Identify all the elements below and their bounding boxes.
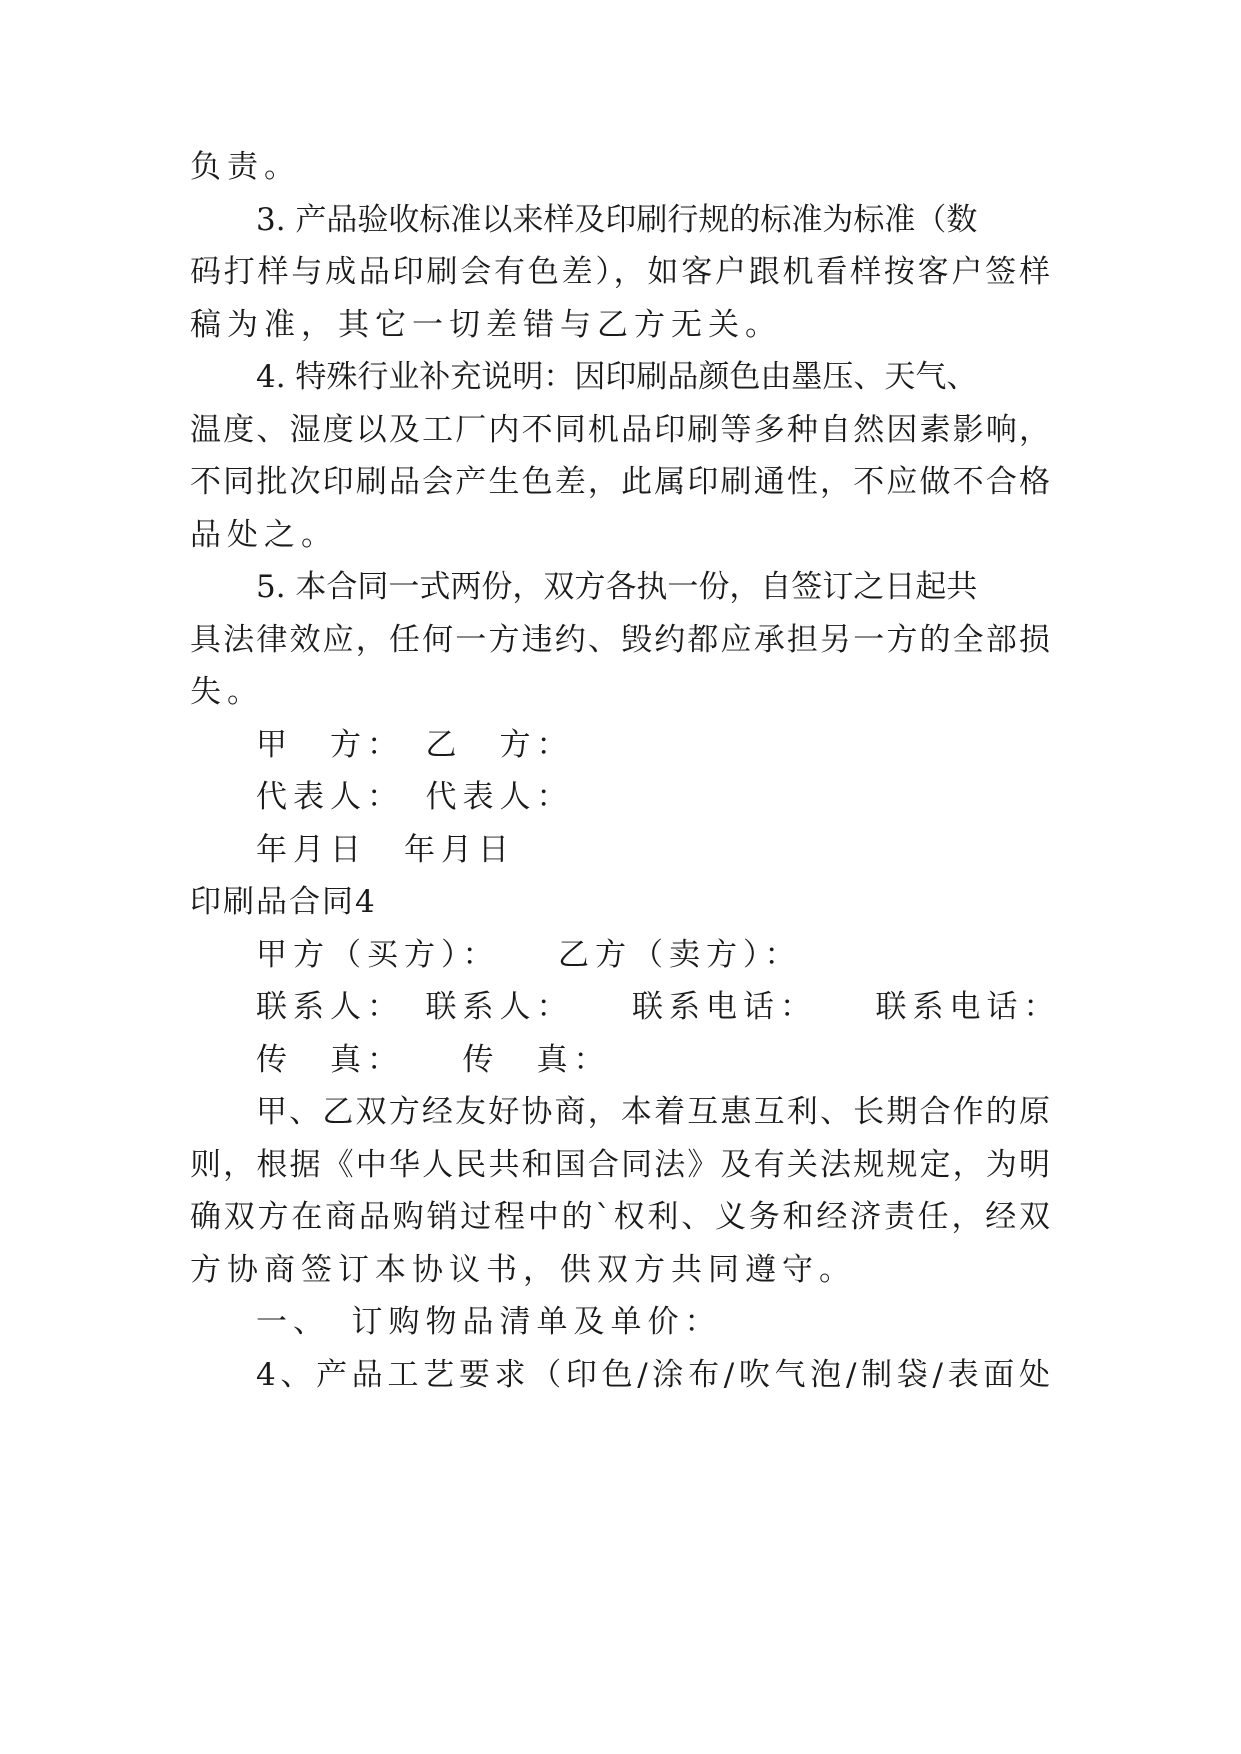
text-line: 失。 xyxy=(190,674,264,710)
contact-line: 联系人： 联系人： 联系电话： 联系电话： xyxy=(256,989,1061,1025)
party-line: 甲方（买方）： 乙方（卖方）： xyxy=(256,937,802,973)
text-line: 码打样与成品印刷会有色差），如客户跟机看样按客户签样 xyxy=(190,254,1050,290)
text-line: 4. 特殊行业补充说明：因印刷品颜色由墨压、天气、 xyxy=(256,359,978,395)
text-line: 方协商签订本协议书，供双方共同遵守。 xyxy=(190,1252,856,1288)
clause-heading: 一、 订购物品清单及单价： xyxy=(256,1304,722,1340)
text-line: 则，根据《中华人民共和国合同法》及有关法规规定，为明 xyxy=(190,1147,1050,1183)
signature-representative-line: 代表人： 代表人： xyxy=(256,779,574,815)
text-line: 5. 本合同一式两份，双方各执一份，自签订之日起共 xyxy=(256,569,978,605)
signature-party-line: 甲 方： 乙 方： xyxy=(256,727,574,763)
signature-date-line: 年月日 年月日 xyxy=(256,832,515,868)
text-line: 品处之。 xyxy=(190,517,338,553)
text-line: 不同批次印刷品会产生色差，此属印刷通性，不应做不合格 xyxy=(190,464,1050,500)
text-line: 4、产品工艺要求（印色/涂布/吹气泡/制袋/表面处 xyxy=(256,1357,1050,1393)
text-line: 具法律效应，任何一方违约、毁约都应承担另一方的全部损 xyxy=(190,622,1050,658)
fax-line: 传 真： 传 真： xyxy=(256,1042,611,1078)
text-line: 温度、湿度以及工厂内不同机品印刷等多种自然因素影响， xyxy=(190,412,1050,448)
section-title: 印刷品合同4 xyxy=(190,884,377,920)
text-line: 确双方在商品购销过程中的`权利、义务和经济责任，经双 xyxy=(190,1199,1050,1235)
text-line: 负责。 xyxy=(190,149,301,185)
text-line: 稿为准，其它一切差错与乙方无关。 xyxy=(190,307,782,343)
text-line: 甲、乙双方经友好协商，本着互惠互利、长期合作的原 xyxy=(256,1094,1050,1130)
text-line: 3. 产品验收标准以来样及印刷行规的标准为标准（数 xyxy=(256,202,978,238)
